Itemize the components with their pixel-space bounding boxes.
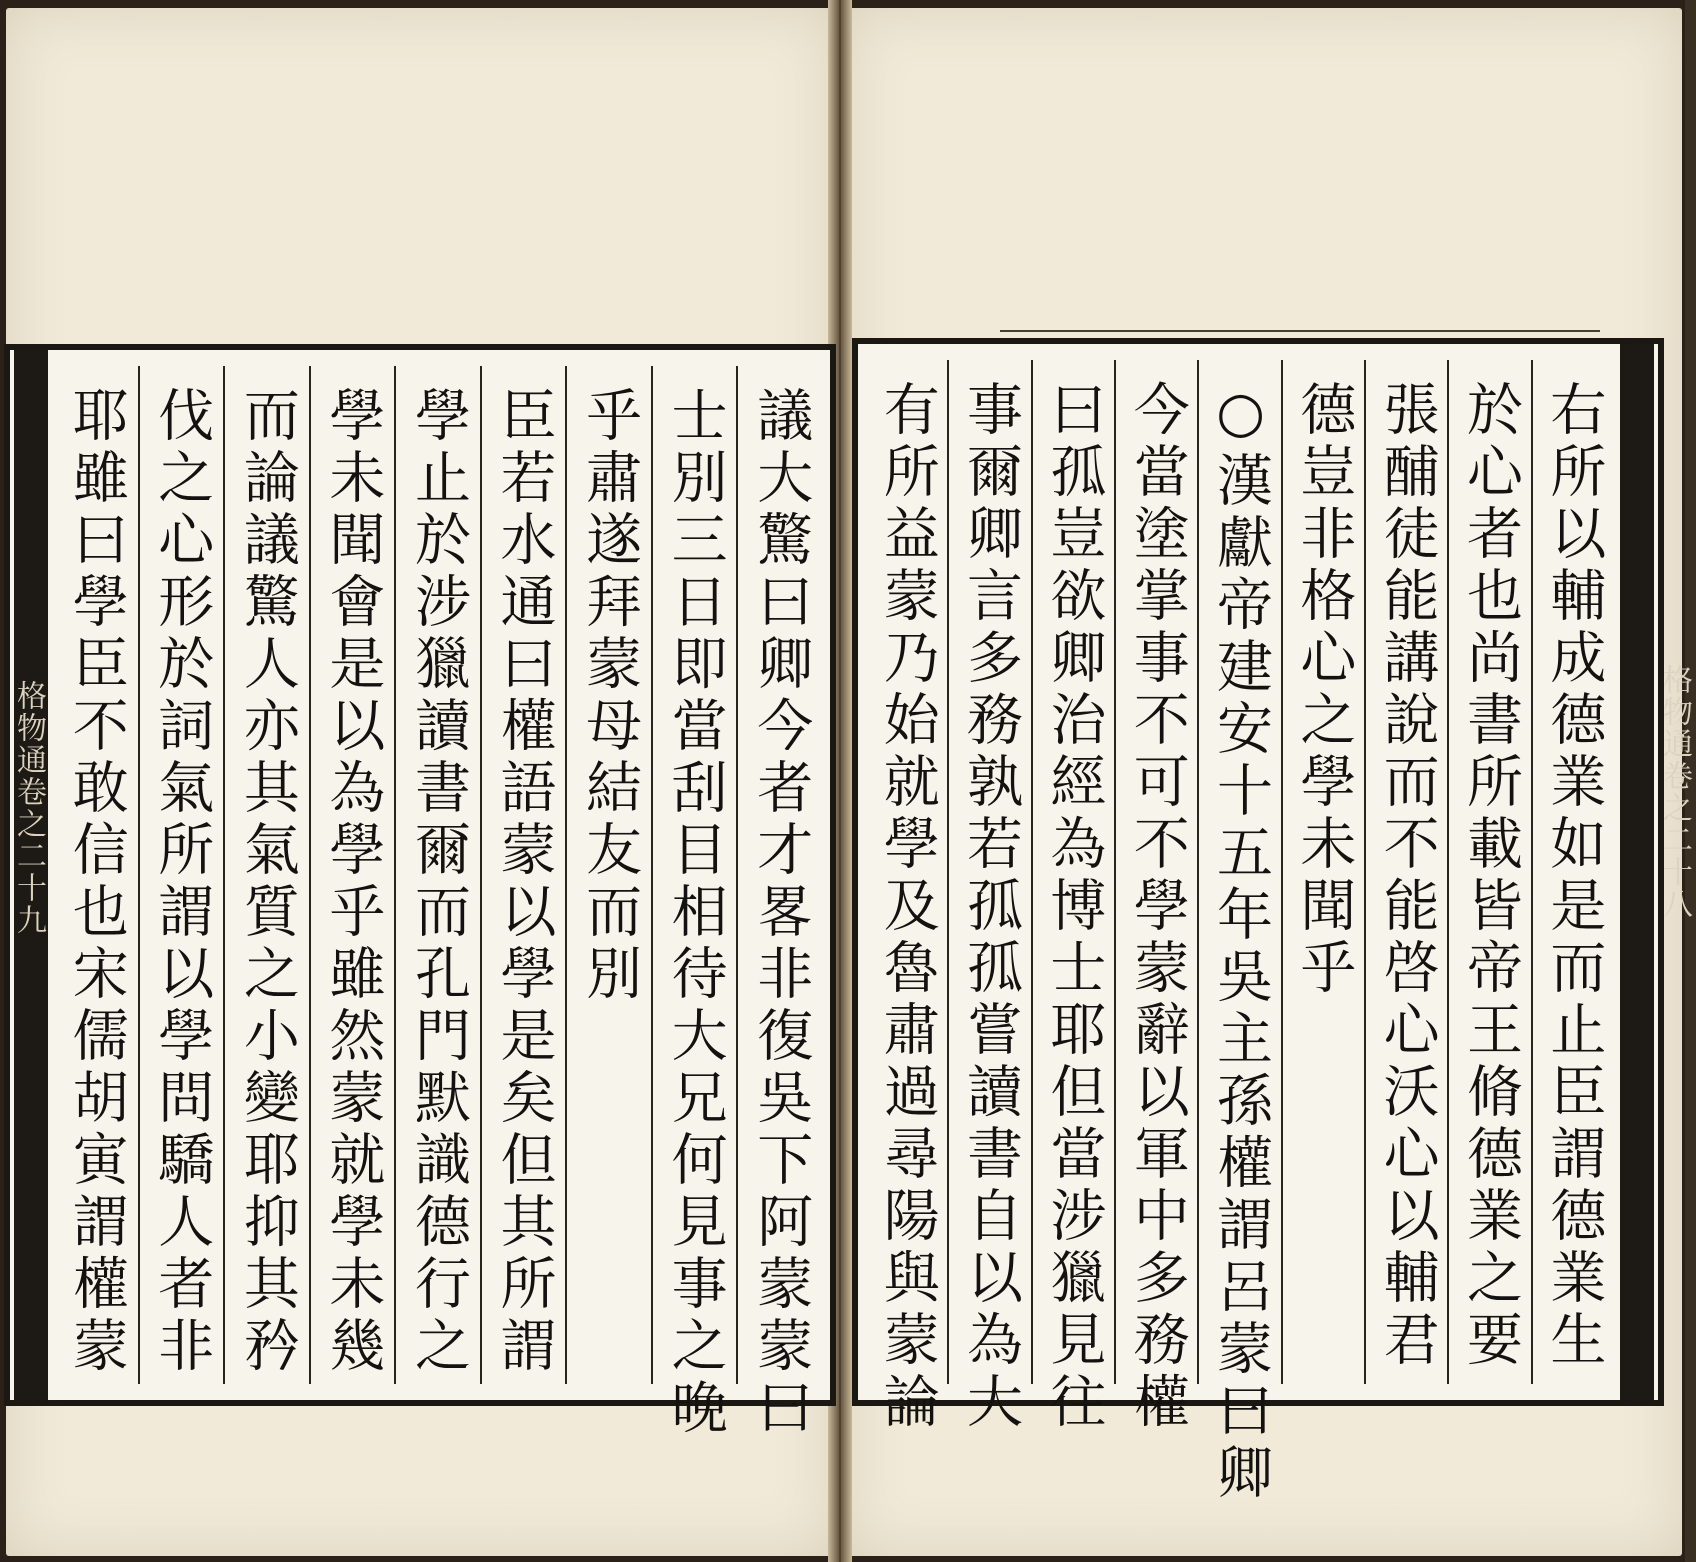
column-text: 臣若水通曰權語蒙以學是矣但其所謂	[491, 386, 557, 1378]
column-text: 而論議驚人亦其氣質之小變耶抑其矜	[234, 386, 300, 1378]
right-columns	[866, 360, 1614, 1505]
text-column	[1281, 360, 1364, 1384]
column-text: 張酺徒能講說而不能啓心沃心以輔君	[1374, 380, 1440, 1372]
text-column	[651, 366, 737, 1440]
column-text: 議大驚曰卿今者才畧非復吳下阿蒙蒙曰	[748, 386, 814, 1440]
fold-line	[1000, 330, 1600, 332]
column-text: 學止於涉獵讀書爾而孔門默識德行之	[405, 386, 471, 1378]
left-columns	[54, 366, 822, 1440]
text-column	[1197, 360, 1280, 1505]
column-text: ○漢獻帝建安十五年吳主孫權謂呂蒙曰卿	[1208, 380, 1274, 1505]
text-column	[54, 366, 138, 1384]
column-text: 今當塗掌事不可不學蒙辭以軍中多務權	[1124, 380, 1190, 1434]
text-column	[736, 366, 822, 1440]
text-column	[1364, 360, 1447, 1384]
right-margin-label: 格物通卷之二十八	[1657, 664, 1692, 920]
column-text: 有所益蒙乃始就學及魯肅過尋陽與蒙論	[874, 380, 940, 1434]
column-text: 事爾卿言多務孰若孤孤嘗讀書自以為大	[958, 380, 1024, 1434]
left-margin-label: 格物通卷之二十九	[11, 680, 46, 936]
right-margin-strip	[1620, 344, 1654, 1400]
text-column	[138, 366, 224, 1384]
column-text: 伐之心形於詞氣所謂以學問驕人者非	[149, 386, 215, 1378]
left-text-frame	[4, 344, 836, 1440]
column-text: 學未聞會是以為學乎雖然蒙就學未幾	[320, 386, 386, 1378]
right-text-frame	[852, 338, 1664, 1505]
column-text: 右所以輔成德業如是而止臣謂德業生	[1541, 380, 1607, 1372]
column-text: 乎肅遂拜蒙母結友而別	[577, 386, 643, 1006]
text-column	[866, 360, 947, 1434]
text-column	[309, 366, 395, 1384]
text-column	[1531, 360, 1614, 1384]
text-column	[480, 366, 566, 1384]
column-text: 於心者也尚書所載皆帝王脩德業之要	[1458, 380, 1523, 1372]
text-column	[947, 360, 1030, 1434]
text-column	[1447, 360, 1530, 1384]
text-column	[223, 366, 309, 1384]
column-text: 耶雖曰學臣不敢信也宋儒胡寅謂權蒙	[63, 386, 129, 1378]
text-column	[565, 366, 651, 1384]
text-column	[394, 366, 480, 1384]
text-column	[1031, 360, 1114, 1434]
column-text: 德豈非格心之學未聞乎	[1291, 380, 1357, 1000]
column-text: 士別三日即當刮目相待大兄何見事之晚	[662, 386, 728, 1440]
text-column	[1114, 360, 1197, 1434]
column-text: 曰孤豈欲卿治經為博士耶但當涉獵見往	[1041, 380, 1107, 1434]
